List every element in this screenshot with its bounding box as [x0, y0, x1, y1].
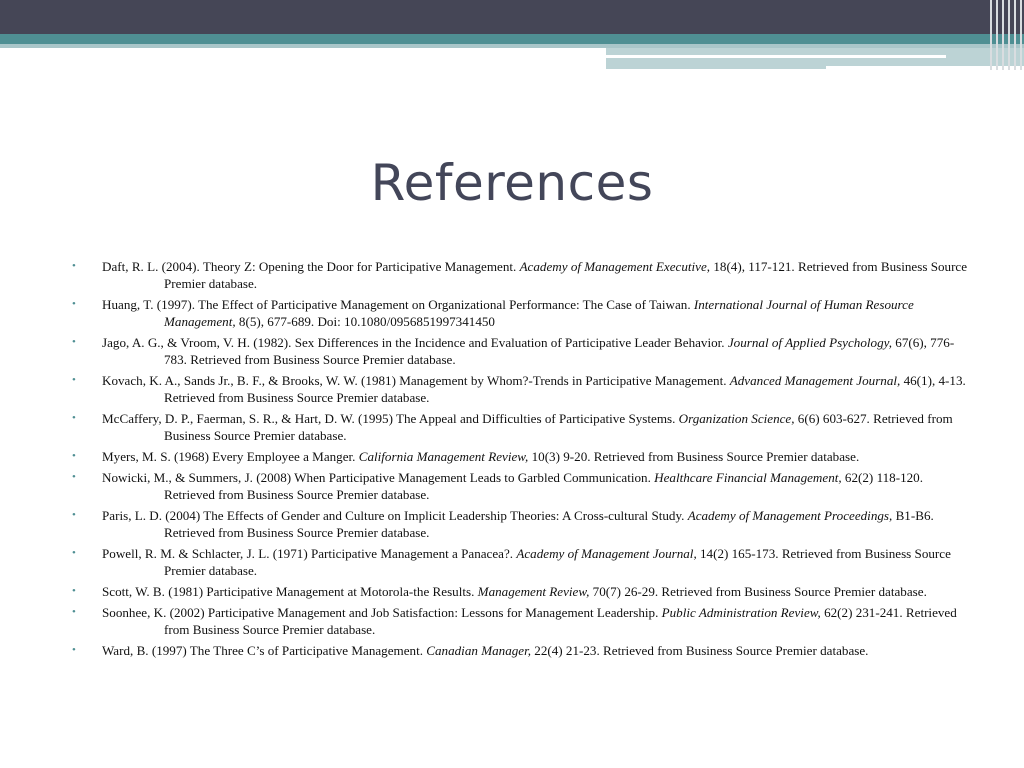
bullet-icon: • [72, 260, 76, 272]
reference-item [72, 334, 972, 368]
reference-item [72, 448, 972, 465]
reference-journal: Canadian Manager, [426, 643, 532, 658]
bullet-icon: • [72, 509, 76, 521]
reference-journal: Organization Science, [678, 411, 795, 426]
bullet-icon: • [72, 547, 76, 559]
reference-text: Ward, B. (1997) The Three C’s of Participative Management. [102, 643, 427, 658]
header-accent-strip-short [606, 66, 826, 69]
reference-journal: Academy of Management Executive [519, 259, 707, 274]
bullet-icon: • [72, 412, 76, 424]
header-accent-line [606, 55, 946, 58]
reference-journal: Academy of Management Journal, [516, 546, 697, 561]
reference-details: 70(7) 26-29. Retrieved from Business Source Premier database. [589, 584, 927, 599]
header-vertical-lines [988, 0, 1024, 70]
reference-text: Soonhee, K. (2002) Participative Management and Job Satisfaction: Lessons for Management Leadership. [102, 605, 662, 620]
reference-details: , 18(4), 117-121. Retrieved from Business Source Premier database. [164, 259, 968, 291]
reference-item [72, 258, 972, 292]
bullet-icon: • [72, 336, 76, 348]
reference-details: 6(6) 603-627. Retrieved from Business Source Premier database. [164, 411, 953, 443]
reference-journal: Advanced Management Journal, [729, 373, 901, 388]
bullet-icon: • [72, 606, 76, 618]
reference-details: 62(2) 118-120. Retrieved from Business Source Premier database. [164, 470, 923, 502]
header-teal-band [0, 34, 1024, 44]
reference-text: Powell, R. M. & Schlacter, J. L. (1971) Participative Management a Panacea?. [102, 546, 517, 561]
reference-item [72, 545, 972, 579]
reference-item [72, 507, 972, 541]
reference-journal: International Journal of Human Resource Management, [164, 297, 914, 329]
reference-text: Jago, A. G., & Vroom, V. H. (1982). Sex Differences in the Incidence and Evaluation of Participative Leader Behavior. [102, 335, 728, 350]
reference-item [72, 583, 972, 600]
bullet-icon: • [72, 374, 76, 386]
bullet-icon: • [72, 585, 76, 597]
reference-item [72, 296, 972, 330]
slide-title: References [370, 154, 654, 212]
reference-text: Huang, T. (1997). The Effect of Participative Management on Organizational Performance: The Case of Taiwan. [102, 297, 694, 312]
reference-details: 46(1), 4-13. Retrieved from Business Source Premier database. [164, 373, 966, 405]
reference-journal: Academy of Management Proceedings, [687, 508, 893, 523]
reference-text: Daft, R. L. (2004). Theory Z: Opening the Door for Participative Management. [102, 259, 520, 274]
references-list [72, 258, 972, 663]
reference-item [72, 372, 972, 406]
reference-item [72, 604, 972, 638]
reference-details: 8(5), 677-689. Doi: 10.1080/0956851997341450 [235, 314, 495, 329]
reference-details: 67(6), 776-783. Retrieved from Business Source Premier database. [164, 335, 955, 367]
reference-details: 10(3) 9-20. Retrieved from Business Source Premier database. [528, 449, 860, 464]
reference-text: Paris, L. D. (2004) The Effects of Gender and Culture on Implicit Leadership Theories: A Cross-cultural Study. [102, 508, 688, 523]
bullet-icon: • [72, 644, 76, 656]
reference-journal: Public Administration Review, [661, 605, 821, 620]
reference-item [72, 469, 972, 503]
bullet-icon: • [72, 471, 76, 483]
reference-details: 14(2) 165-173. Retrieved from Business Source Premier database. [164, 546, 951, 578]
reference-details: 62(2) 231-241. Retrieved from Business Source Premier database. [164, 605, 957, 637]
reference-journal: California Management Review, [358, 449, 529, 464]
bullet-icon: • [72, 298, 76, 310]
reference-journal: Healthcare Financial Management, [654, 470, 842, 485]
bullet-icon: • [72, 450, 76, 462]
reference-details: B1-B6. Retrieved from Business Source Premier database. [164, 508, 934, 540]
reference-journal: Journal of Applied Psychology, [727, 335, 892, 350]
reference-journal: Management Review, [477, 584, 590, 599]
reference-text: Scott, W. B. (1981) Participative Management at Motorola-the Results. [102, 584, 478, 599]
reference-text: Kovach, K. A., Sands Jr., B. F., & Brooks, W. W. (1981) Management by Whom?-Trends in Participative Management. [102, 373, 730, 388]
reference-item [72, 410, 972, 444]
reference-item [72, 642, 972, 659]
reference-details: 22(4) 21-23. Retrieved from Business Source Premier database. [531, 643, 869, 658]
header-dark-band [0, 0, 1024, 34]
reference-text: McCaffery, D. P., Faerman, S. R., & Hart, D. W. (1995) The Appeal and Difficulties of Participative Systems. [102, 411, 679, 426]
reference-text: Myers, M. S. (1968) Every Employee a Manger. [102, 449, 359, 464]
reference-text: Nowicki, M., & Summers, J. (2008) When Participative Management Leads to Garbled Communication. [102, 470, 655, 485]
